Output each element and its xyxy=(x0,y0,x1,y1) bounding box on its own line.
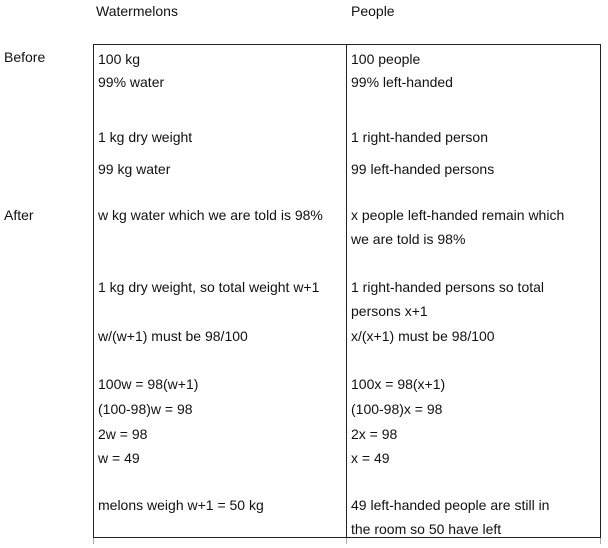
watermelons-after-total: 1 kg dry weight, so total weight w+1 xyxy=(98,279,320,295)
people-conclusion-line-2: the room so 50 have left xyxy=(351,521,502,537)
watermelons-equation-1: 100w = 98(w+1) xyxy=(98,376,199,392)
people-equation-1: 100x = 98(x+1) xyxy=(351,376,446,392)
watermelons-equation-3: 2w = 98 xyxy=(98,426,148,442)
watermelons-before-weight: 100 kg xyxy=(98,51,141,67)
people-conclusion-line-1: 49 left-handed people are still in xyxy=(351,497,550,513)
row-label-before: Before xyxy=(4,49,46,65)
watermelons-after-water: w kg water which we are told is 98% xyxy=(98,207,323,223)
people-before-left-handed: 99 left-handed persons xyxy=(351,161,495,177)
frame-tick-left xyxy=(93,538,94,544)
row-label-after: After xyxy=(4,207,34,223)
watermelons-after-ratio: w/(w+1) must be 98/100 xyxy=(98,328,248,344)
people-equation-3: 2x = 98 xyxy=(351,426,398,442)
people-after-total-line-1: 1 right-handed persons so total xyxy=(351,279,545,295)
watermelons-equation-2: (100-98)w = 98 xyxy=(98,401,193,417)
people-after-total-line-2: persons x+1 xyxy=(351,303,428,319)
header-people: People xyxy=(351,3,395,19)
frame-tick-mid xyxy=(346,538,347,544)
people-before-right-handed: 1 right-handed person xyxy=(351,129,488,145)
column-divider xyxy=(346,44,347,538)
people-after-left-line-1: x people left-handed remain which xyxy=(351,207,565,223)
people-before-count: 100 people xyxy=(351,51,421,67)
people-before-left-percent: 99% left-handed xyxy=(351,74,453,90)
watermelons-before-water-percent: 99% water xyxy=(98,74,165,90)
watermelons-before-dry-weight: 1 kg dry weight xyxy=(98,129,193,145)
people-after-left-line-2: we are told is 98% xyxy=(351,231,466,247)
frame-tick-right xyxy=(600,538,601,544)
watermelons-before-water-weight: 99 kg water xyxy=(98,161,171,177)
people-after-ratio: x/(x+1) must be 98/100 xyxy=(351,328,495,344)
people-equation-2: (100-98)x = 98 xyxy=(351,401,443,417)
header-watermelons: Watermelons xyxy=(96,3,178,19)
watermelons-equation-4: w = 49 xyxy=(98,450,140,466)
watermelons-conclusion: melons weigh w+1 = 50 kg xyxy=(98,497,264,513)
people-equation-4: x = 49 xyxy=(351,450,390,466)
